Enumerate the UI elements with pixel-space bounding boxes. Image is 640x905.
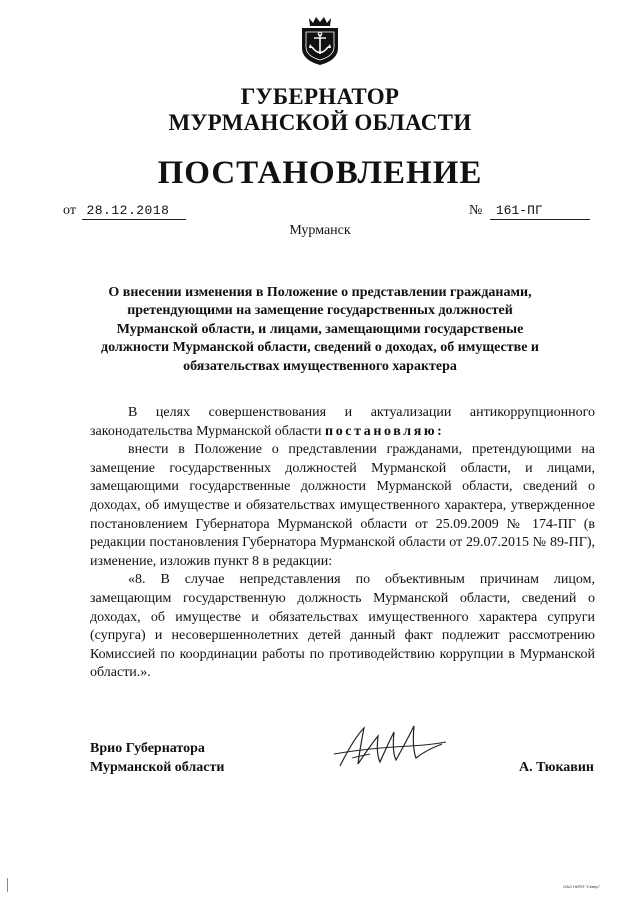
subject-line: претендующими на замещение государственных должностей [127,303,513,319]
subject-line: О внесении изменения в Положение о представлении гражданами, [108,285,532,300]
document-city: Мурманск [289,223,351,238]
document-body [90,404,595,683]
document-number-value: 161-ПГ [490,203,590,220]
signatory-name: А. Тюкавин [519,760,594,775]
printer-mark: ОАО НИПП "Север" [563,884,600,889]
body-paragraph-amendment: внести в Положение о представлении гражданами, претендующими на замещение государственных должностей Мурманской области, и лицами, замещающими государственные должности Мурманской области, сведений о доходах, об имуществе и обязательствах имущественного характера, утвержденное постановлением Губернатора Мурманской области от 25.09.2009 № 174-ПГ (в редакции постановления Губернатора Мурманской области от 29.07.2015 № 89-ПГ), изменение, изложив пункт 8 в редакции: [90,442,595,569]
body-paragraph-preamble [90,404,595,441]
issuer-title-line2: МУРМАНСКОЙ ОБЛАСТИ [168,110,472,135]
preamble-text: В целях совершенствования и актуализации антикоррупционного законодательства Мурманской области [90,405,595,439]
document-date-value: 28.12.2018 [82,203,186,220]
date-label: от [63,203,76,218]
scan-margin-mark [7,878,8,892]
subject-line: обязательствах имущественного характера [183,358,457,374]
document-subject [100,284,540,376]
signatory-position-line2: Мурманской области [90,759,225,775]
body-paragraph-new-clause: «8. В случае непредставления по объективным причинам лицом, замещающим государственную должность Мурманской области, сведений о доходах, об имуществе и обязательствах имущественного характера супруги (супруга) и несовершеннолетних детей данный факт подлежит рассмотрению Комиссией по координации работы по противодействию коррупции в Мурманской области.». [90,572,595,681]
coat-of-arms-emblem [299,14,341,66]
signatory-position-line1: Врио Губернатора [90,741,205,756]
subject-line: должности Мурманской области, сведений о доходах, об имуществе и [101,340,539,356]
number-label: № [469,203,483,218]
signatory-position [90,740,224,777]
document-number-line [469,203,590,220]
subject-line: Мурманской области, и лицами, замещающими государственые [116,321,524,337]
document-date-line [63,203,186,220]
handwritten-signature [330,718,450,778]
issuer-title-line1: ГУБЕРНАТОР [240,84,400,109]
document-type-heading: ПОСТАНОВЛЕНИЕ [157,155,483,191]
decree-word: постановляю: [325,423,445,439]
